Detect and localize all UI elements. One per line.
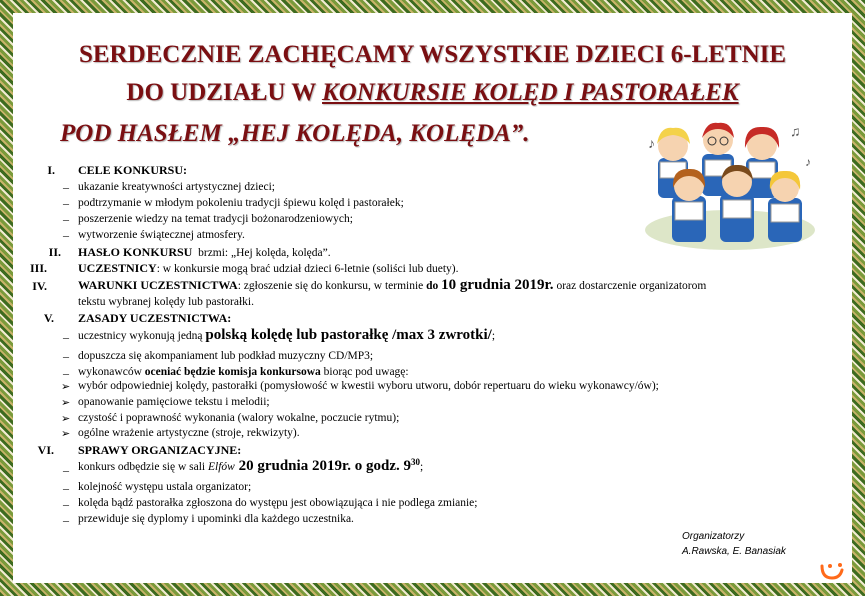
section-1-title: CELE KONKURSU: [78,163,188,177]
section-4-line-2: tekstu wybranej kolędy lub pastorałki. [78,296,254,308]
child-front-2 [720,165,754,242]
list-dash: – [63,463,69,477]
section-5-title: ZASADY UCZESTNICTWA: [78,311,232,325]
list-dash: – [63,330,69,344]
section-3-number: III. [29,261,47,275]
title-line-3: POD HASŁEM „HEJ KOLĘDA, KOLĘDA”. [60,120,530,147]
corner-logo-icon [818,562,848,582]
music-note-icon: ♪ [648,137,655,152]
section-2-number: II. [48,245,61,259]
contest-name: KONKURSIE KOLĘD I PASTORAŁEK [322,79,739,106]
criteria-item: ogólne wrażenie artystyczne (stroje, rekwizyty). [78,427,300,439]
list-dash: – [63,349,69,363]
deadline-date: 10 grudnia 2019r. [441,277,554,293]
section-5-number: V. [43,311,54,325]
child-front-1 [672,169,706,242]
section-2-line: HASŁO KONKURSU brzmi: „Hej kolęda, kolęda”. [78,245,331,259]
section-6-title: SPRAWY ORGANIZACYJNE: [78,443,242,457]
list-dash: – [63,228,69,242]
arrow-bullet-icon: ➢ [61,413,71,425]
list-item: przewiduje się dyplomy i upominki dla każdego uczestnika. [78,513,354,525]
list-item: kolęda bądź pastorałka zgłoszona do występu jest obowiązująca i nie podlega zmianie; [78,497,478,509]
section-6-number: VI. [37,443,54,457]
list-item: wytworzenie świątecznej atmosfery. [78,229,245,241]
list-item: uczestnicy wykonują jedną polską kolędę lub pastorałkę /max 3 zwrotki/; [78,327,496,343]
list-item: ukazanie kreatywności artystycznej dzieci; [78,181,276,193]
event-date-item: konkurs odbędzie się w sali Elfów 20 grudnia 2019r. o godz. $9^{30}$; [78,457,424,474]
section-3-line: UCZESTNICY: w konkursie mogą brać udział dzieci 6-letnie (soliści lub duety). [78,261,459,275]
arrow-bullet-icon: ➢ [61,397,71,409]
list-item: dopuszcza się akompaniament lub podkład muzyczny CD/MP3; [78,350,374,362]
list-dash: – [63,513,69,527]
criteria-item: opanowanie pamięciowe tekstu i melodii; [78,396,270,408]
list-dash: – [63,481,69,495]
criteria-item: czystość i poprawność wykonania (walory wokalne, poczucie rytmu); [78,412,400,424]
organizers-names: A.Rawska, E. Banasiak [682,546,786,557]
list-item: poszerzenie wiedzy na temat tradycji bożonarodzeniowych; [78,213,353,225]
list-item: kolejność występu ustala organizator; [78,481,252,493]
music-note-icon: ♪ [805,155,811,169]
list-dash: – [63,196,69,210]
music-note-icon: ♫ [790,125,801,140]
singing-children-illustration [640,118,820,253]
list-dash: – [63,366,69,380]
child-front-3 [768,171,802,242]
section-1-number: I. [47,163,55,177]
criteria-item: wybór odpowiedniej kolędy, pastorałki (pomysłowość w kwestii wyboru utworu, dobór repertuaru do wieku wykonawcy/ów); [78,380,659,392]
list-dash: – [63,180,69,194]
list-item: wykonawców oceniać będzie komisja konkursowa biorąc pod uwagę: [78,366,409,378]
arrow-bullet-icon: ➢ [61,381,71,393]
arrow-bullet-icon: ➢ [61,428,71,440]
list-item: podtrzymanie w młodym pokoleniu tradycji śpiewu kolęd i pastorałek; [78,197,404,209]
organizers-label: Organizatorzy [682,531,745,542]
list-dash: – [63,497,69,511]
title-line-2: DO UDZIAŁU W KONKURSIE KOLĘD I PASTORAŁEK [126,79,739,106]
title-line-1: SERDECZNIE ZACHĘCAMY WSZYSTKIE DZIECI 6-LETNIE [78,41,787,68]
list-dash: – [63,212,69,226]
section-4-number: IV. [32,279,47,293]
section-4-line-1: WARUNKI UCZESTNICTWA: zgłoszenie się do konkursu, w terminie do 10 grudnia 2019r. oraz dostarczenie organizatorom [78,277,707,293]
